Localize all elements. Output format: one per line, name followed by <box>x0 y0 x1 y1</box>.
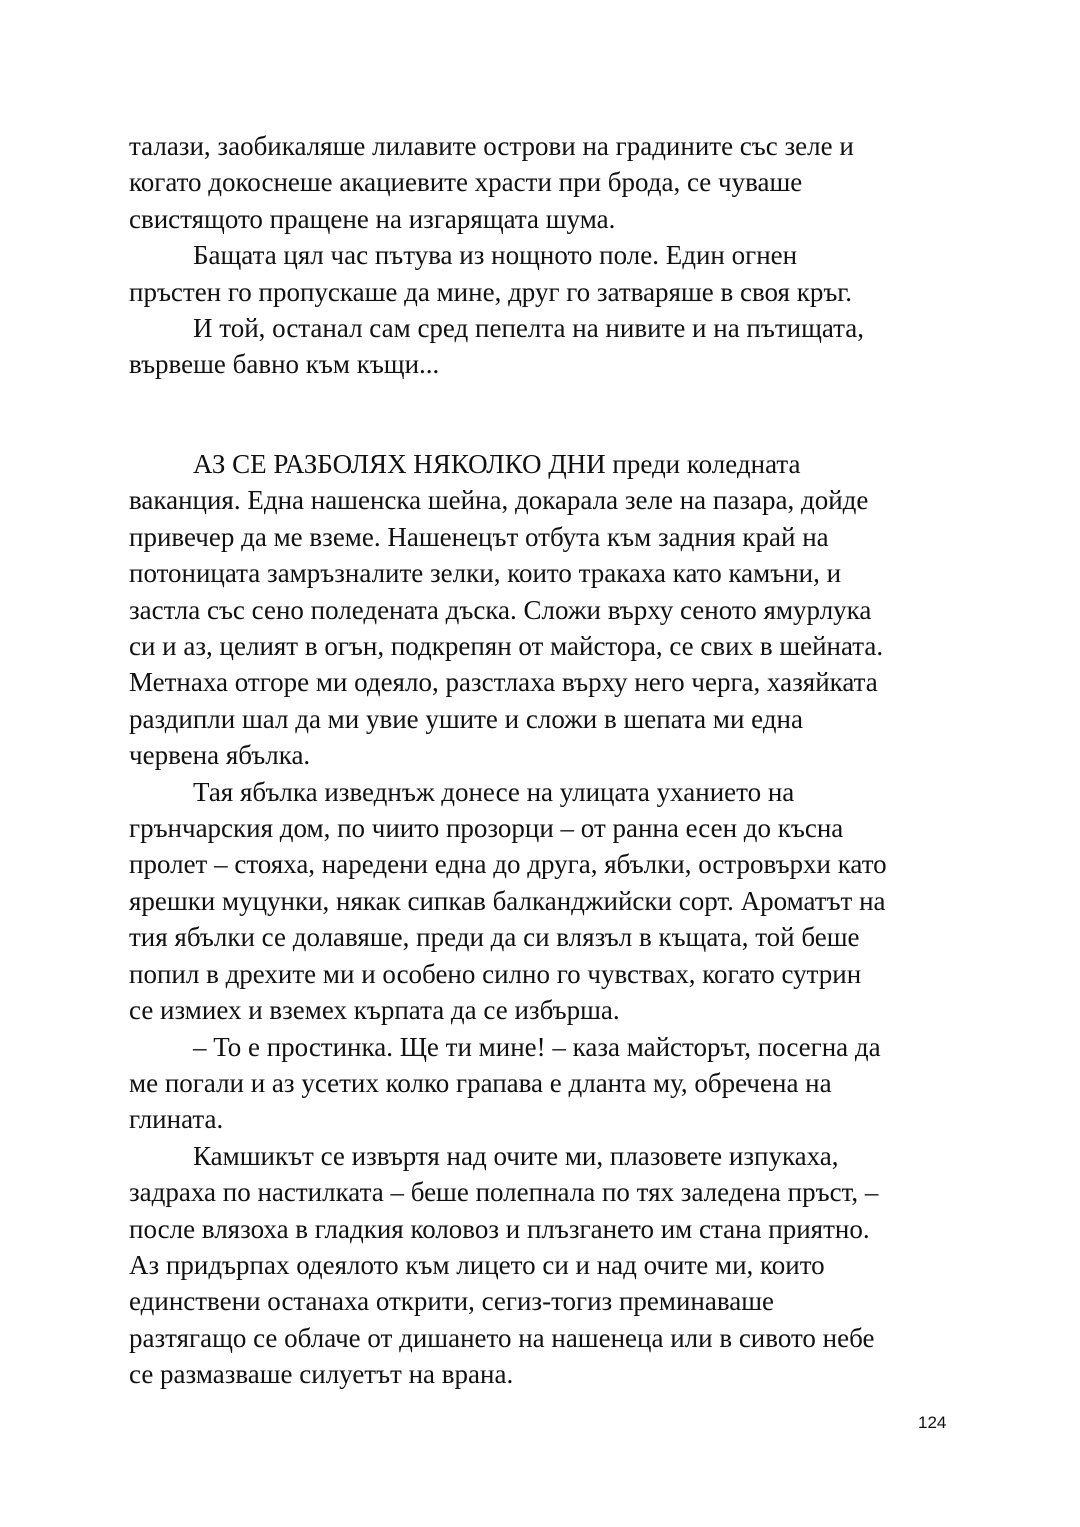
text-line: И той, останал сам сред пепелта на нивите и на пътищата, <box>193 313 865 344</box>
paragraph <box>129 310 959 383</box>
text-line: задраха по настилката – беше полепнала по тях заледена пръст, – <box>129 1177 879 1208</box>
text-line: ме погали и аз усетих колко грапава е дланта му, обречена на <box>129 1067 832 1098</box>
text-block-main <box>129 446 959 1393</box>
paragraph <box>129 128 959 237</box>
text-line: пролет – стояха, наредени една до друга, ябълки, островърхи като <box>129 849 887 880</box>
text-line: Бащата цял час пътува из нощното поле. Един огнен <box>193 240 798 271</box>
text-line: после влязоха в гладкия коловоз и плъзгането им стана приятно. <box>129 1213 870 1244</box>
text-block-top <box>129 128 959 383</box>
page-number: 124 <box>918 1413 947 1432</box>
text-line: се измиех и вземех кърпата да се избърша. <box>129 995 620 1026</box>
text-line: ярешки муцунки, някак сипкав балканджийски сорт. Ароматът на <box>129 885 886 916</box>
text-line: Аз придърпах одеялото към лицето си и над очите ми, които <box>129 1249 825 1280</box>
text-line: разтягащо се облаче от дишането на нашенеца или в сивото небе <box>129 1322 875 1353</box>
text-line: се размазваше силуетът на врана. <box>129 1359 514 1390</box>
text-line: привечер да ме вземе. Нашенецът отбута към задния край на <box>129 521 829 552</box>
text-line: пръстен го пропускаше да мине, друг го затваряше в своя кръг. <box>129 276 853 307</box>
text-line: червена ябълка. <box>129 740 311 771</box>
text-line: застла със сено поледената дъска. Сложи върху сеното ямурлука <box>129 594 872 625</box>
paragraph <box>129 237 959 310</box>
text-line: грънчарския дом, по чиито прозорци – от ранна есен до късна <box>129 813 844 844</box>
text-line: Камшикът се извъртя над очите ми, плазовете изпукаха, <box>193 1140 839 1171</box>
text-line: потоницата замръзналите зелки, които тракаха като камъни, и <box>129 558 842 589</box>
text-line: ваканция. Една нашенска шейна, докарала зеле на пазара, дойде <box>129 485 869 516</box>
paragraph <box>129 1138 959 1393</box>
text-line: тия ябълки се долавяше, преди да си влязъл в къщата, той беше <box>129 922 860 953</box>
text-line: глината. <box>129 1104 224 1135</box>
text-line: единствени останаха открити, сегиз-тогиз преминаваше <box>129 1286 775 1317</box>
text-line: свистящото пращене на изгарящата шума. <box>129 203 616 234</box>
text-line: когато докоснеше акациевите храсти при брода, се чуваше <box>129 167 803 198</box>
text-line: си и аз, целият в огън, подкрепян от майстора, се свих в шейната. <box>129 631 884 662</box>
text-line: Тая ябълка изведнъж донесе на улицата уханието на <box>193 776 795 807</box>
text-line: Метнаха отгоре ми одеяло, разстлаха върху него черга, хазяйката <box>129 667 878 698</box>
paragraph <box>129 446 959 774</box>
paragraph <box>129 1029 959 1138</box>
text-line: раздипли шал да ми увие ушите и сложи в шепата ми една <box>129 703 803 734</box>
text-line: попил в дрехите ми и особено силно го чувствах, когато сутрин <box>129 958 862 989</box>
text-line: вървеше бавно към къщи... <box>129 349 440 380</box>
paragraph <box>129 774 959 1029</box>
text-line: АЗ СЕ РАЗБОЛЯХ НЯКОЛКО ДНИ преди коледната <box>193 449 801 479</box>
text-line: – То е простинка. Ще ти мине! – каза майсторът, посегна да <box>193 1031 881 1062</box>
text-line: талази, заобикаляше лилавите острови на градините със зеле и <box>129 131 854 161</box>
